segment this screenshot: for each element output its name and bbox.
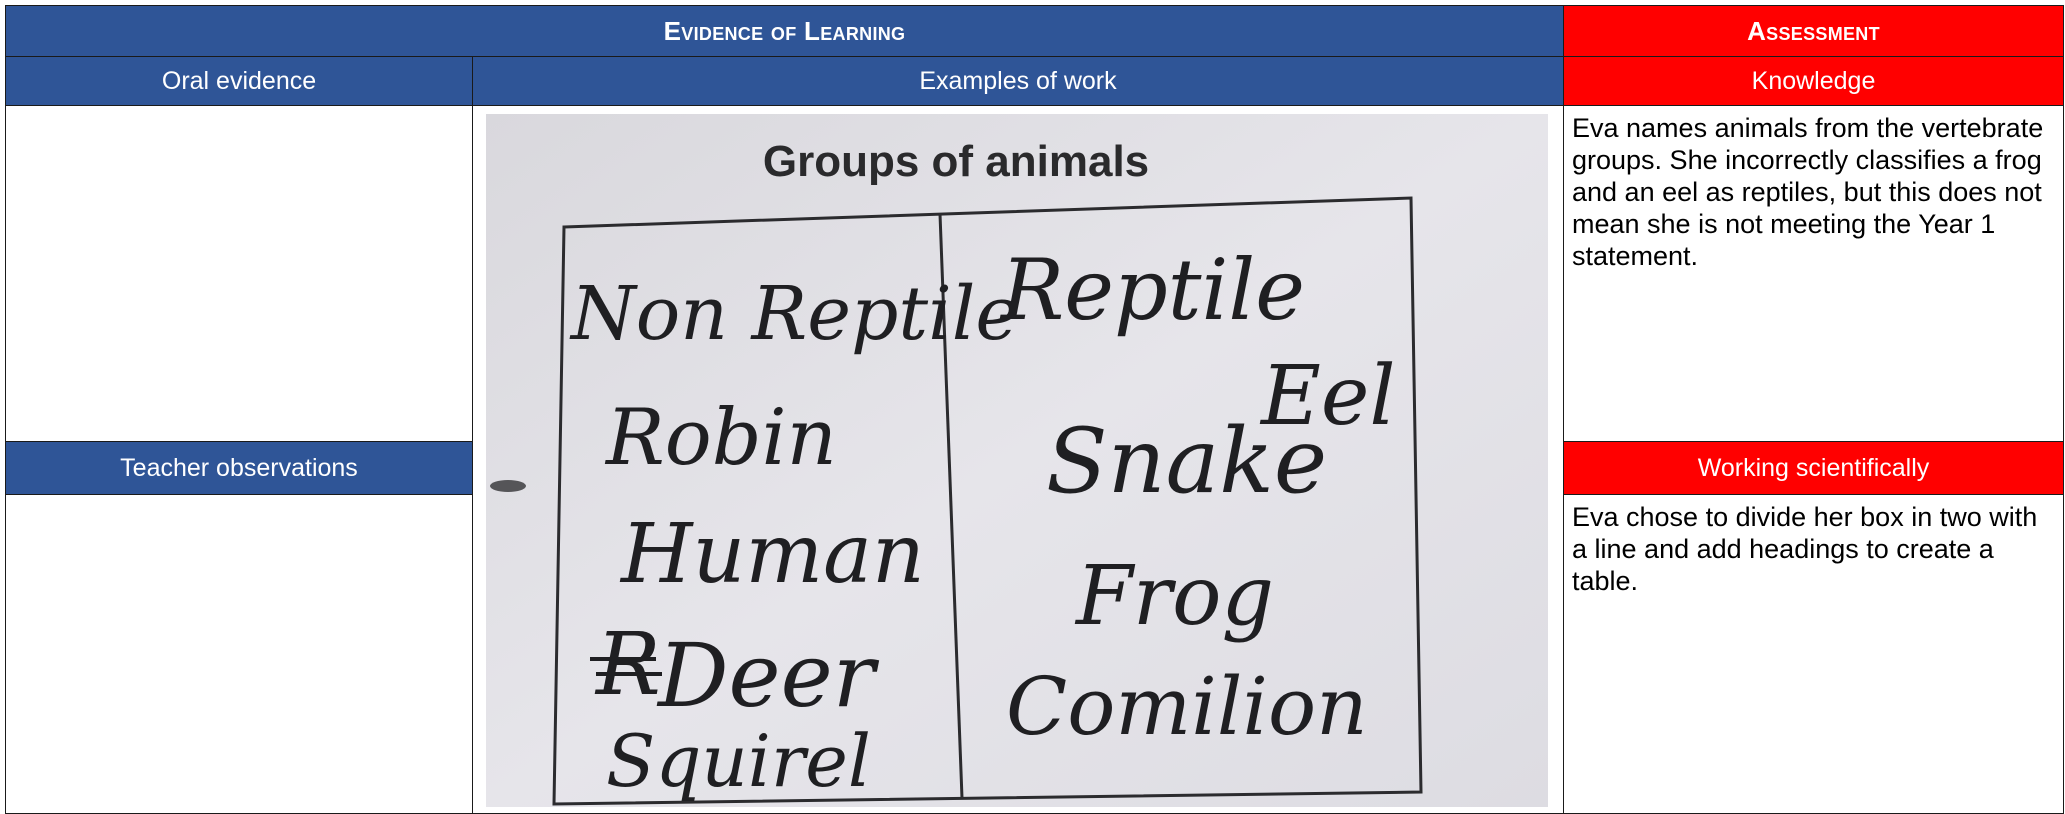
left-item-deer-cross: R [596, 615, 661, 715]
teacher-observations-body [5, 494, 473, 814]
binding-ring-icon [490, 480, 526, 492]
knowledge-body [1563, 105, 2064, 442]
assessment-header [1563, 5, 2064, 57]
left-column-heading: Non Reptile [571, 271, 1020, 357]
knowledge-text: Eva names animals from the vertebrate groups. She incorrectly classifies a frog and an eel as reptiles, but this does not mean she is not meeting the Year 1 statement. [1572, 113, 2044, 271]
right-item-eel: Eel [1261, 349, 1396, 444]
right-column-heading: Reptile [1001, 241, 1305, 339]
examples-of-work-header [472, 56, 1564, 106]
evidence-of-learning-header [5, 5, 1564, 57]
knowledge-label: Knowledge [1751, 66, 1876, 95]
left-item-deer: Deer [658, 624, 875, 727]
knowledge-header [1563, 56, 2064, 106]
work-sample-photo [486, 114, 1548, 807]
examples-of-work-label: Examples of work [919, 66, 1117, 95]
right-item-frog: Frog [1076, 549, 1274, 644]
left-item-squirel: Squirel [606, 719, 871, 803]
teacher-observations-header [5, 441, 473, 495]
working-scientifically-body [1563, 494, 2064, 814]
working-scientifically-text: Eva chose to divide her box in two with a line and add headings to create a table. [1572, 502, 2038, 596]
teacher-observations-label: Teacher observations [120, 453, 358, 482]
assessment-title: Assessment [1747, 15, 1880, 46]
left-item-robin: Robin [606, 393, 837, 483]
working-scientifically-header [1563, 441, 2064, 495]
evidence-of-learning-title: Evidence of Learning [663, 15, 906, 46]
right-item-comilion: Comilion [1006, 660, 1368, 753]
work-sample-title: Groups of animals [762, 137, 1150, 186]
oral-evidence-header [5, 56, 473, 106]
work-sample-drawing [486, 114, 1548, 807]
left-item-human: Human [621, 507, 925, 602]
oral-evidence-body [5, 105, 473, 442]
oral-evidence-label: Oral evidence [161, 66, 317, 95]
right-item-snake: Snake [1046, 409, 1328, 514]
working-scientifically-label: Working scientifically [1697, 453, 1930, 482]
